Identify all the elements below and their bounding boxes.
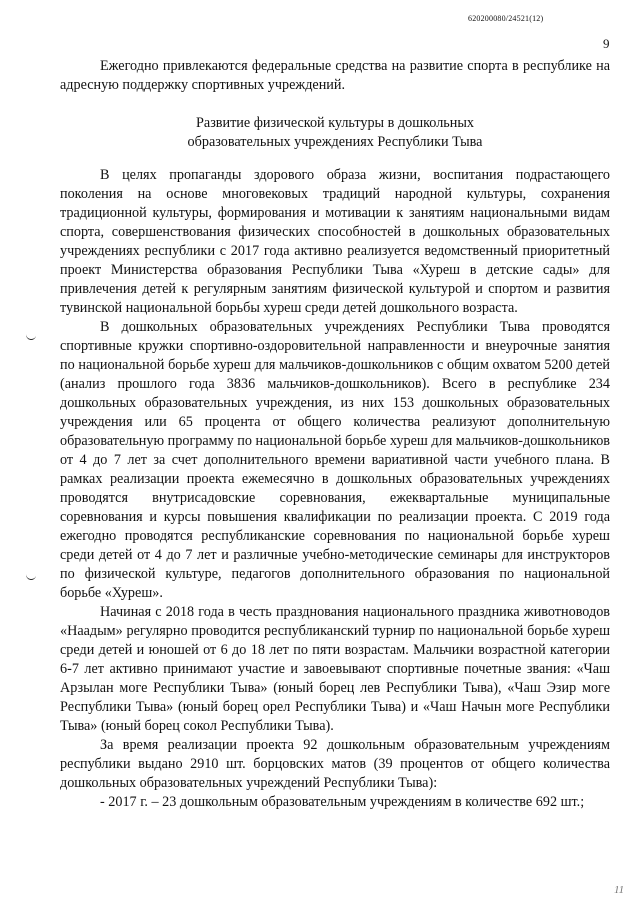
margin-pen-mark: [25, 571, 36, 580]
page-number: 9: [603, 36, 610, 51]
body-paragraph-1: В целях пропаганды здорового образа жизни, воспитания подрастающего поколения на основе многовековых традиций народной культуры, сохранения традиционной культуры, формирования и мотивации к занятиям национальными видам спорта, совершенствования физических способностей в дошкольных образовательных учреждениях республики с 2017 года активно реализуется ведомственный приоритетный проект Министерства образования Республики Тыва «Хуреш в детские сады» для привлечения детей к регулярным занятиям физической культурой и спортом и развития тувинской национальной борьбы хуреш среди детей дошкольного возраста.: [60, 167, 610, 316]
body-paragraph-3: Начиная с 2018 года в честь празднования национального праздника животноводов «Наадым» регулярно проводится республиканский турнир по национальной борьбе хуреш среди детей и юношей от 6 до 18 лет по пяти возрастам. Мальчики возрастной категории 6-7 лет активно принимают участие и завоевывают спортивные почетные звания: «Чаш Арзылан моге Республики Тыва» (юный борец лев Республики Тыва), «Чаш Эзир моге Республики Тыва» (юный борец орел Республики Тыва) и «Чаш Начын моге Республики Тыва» (юный борец сокол Республики Тыва).: [60, 604, 610, 734]
section-heading: [60, 114, 610, 152]
intro-paragraph: Ежегодно привлекаются федеральные средства на развитие спорта в республике на адресную поддержку спортивных учреждений.: [60, 58, 610, 93]
margin-pen-mark: [25, 331, 36, 340]
body-paragraph-2: В дошкольных образовательных учреждениях Республики Тыва проводятся спортивные кружки спортивно-оздоровительной направленности и внеурочные занятия по национальной борьбе хуреш для мальчиков-дошкольников с общим охватом 5200 детей (анализ прошлого года 3836 мальчиков-дошкольников). Всего в республике 234 дошкольных образовательных учреждения, из них 153 дошкольных образовательных учреждения или 65 процента от общего количества реализуют дополнительную образовательную программу по национальной борьбе хуреш для мальчиков-дошкольников от 4 до 7 лет за счет дополнительного времени вариативной части учебного плана. В рамках реализации проекта ежемесячно в дошкольных образовательных учреждениях проводятся внутрисадовские соревнования, ежеквартальные муниципальные соревнования и курсы повышения квалификации по реализации проекта. С 2019 года ежегодно проводятся республиканские соревнования по национальной борьбе хуреш среди детей от 4 до 7 лет и различные учебно-методические семинары для инструкторов по физической культуре, педагогов дополнительного образования по национальной борьбе «Хуреш».: [60, 319, 610, 601]
body-paragraph-4: За время реализации проекта 92 дошкольным образовательным учреждениям республики выдано 2910 шт. борцовских матов (39 процентов от общего количества дошкольных образовательных учреждений Республики Тыва):: [60, 737, 610, 791]
section-heading-line-2: образовательных учреждениях Республики Тыва: [187, 134, 483, 150]
section-heading-line-1: Развитие физической культуры в дошкольных: [196, 115, 474, 131]
document-body: [60, 57, 610, 812]
handwritten-page-mark: 11: [614, 884, 625, 896]
list-item: - 2017 г. – 23 дошкольным образовательным учреждениям в количестве 692 шт.;: [100, 794, 585, 810]
document-number: 620200080/24521(12): [468, 14, 544, 23]
